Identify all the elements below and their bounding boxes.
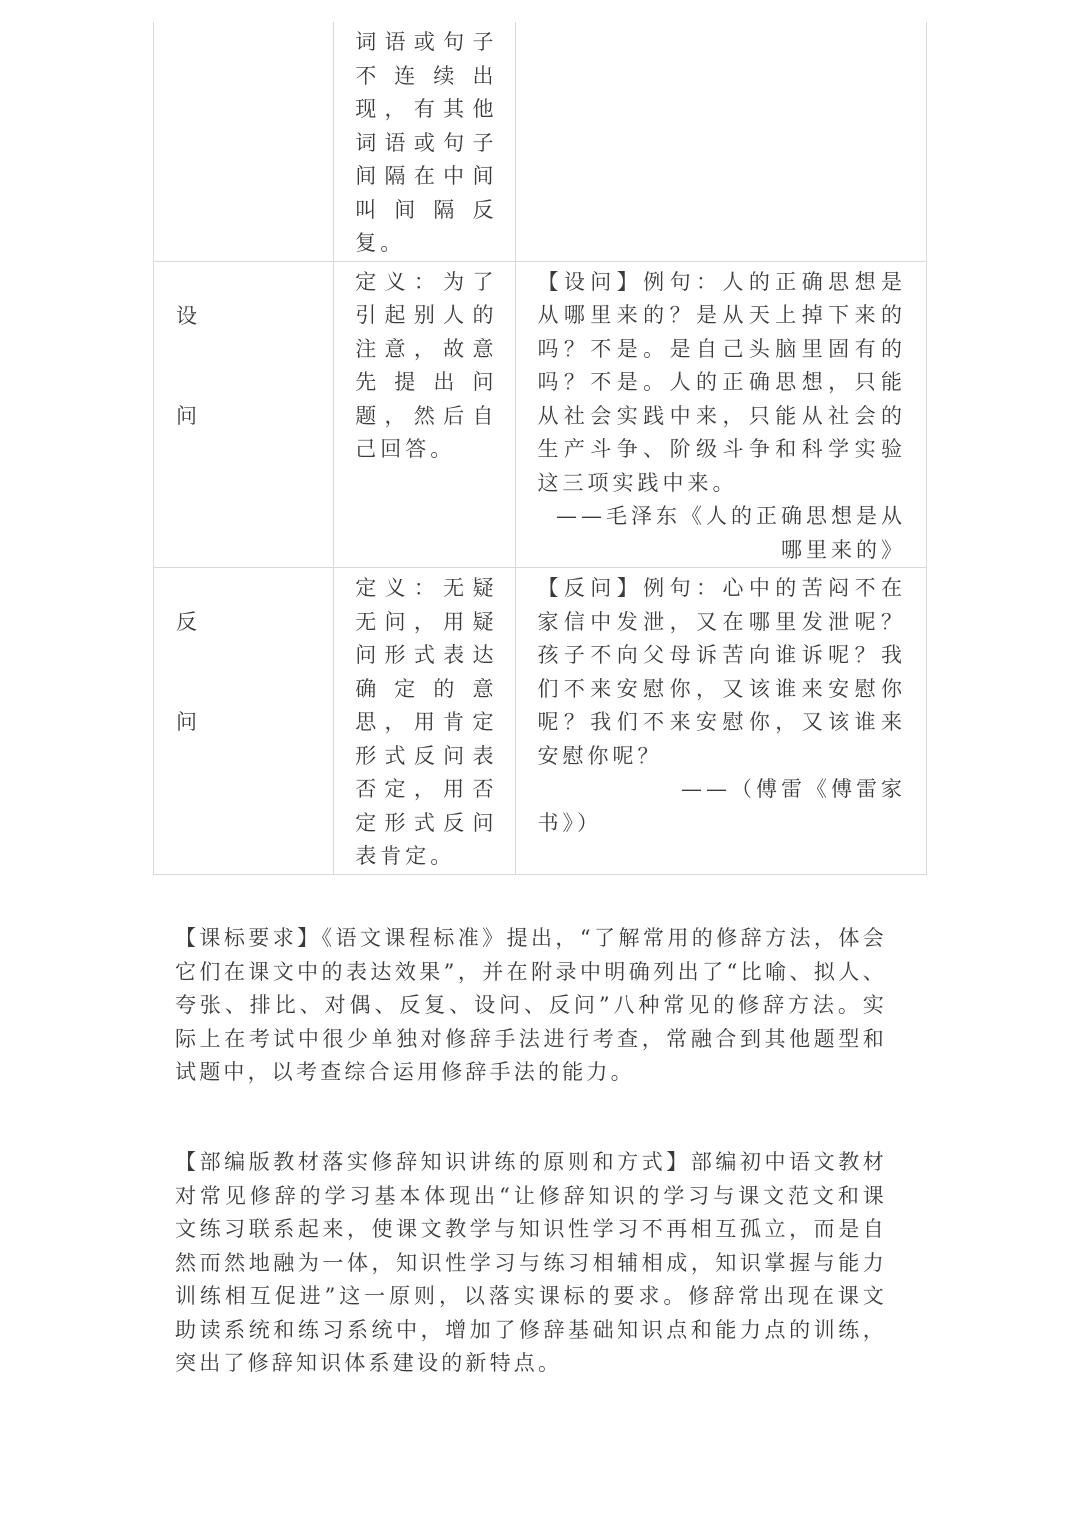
table-row-shewen	[154, 261, 927, 568]
definition-line: 现，有其他	[355, 97, 498, 121]
definition-line: 确定的意	[355, 676, 498, 701]
name-cell-empty	[154, 22, 334, 261]
definition-line: 引起别人的	[355, 303, 498, 327]
paragraph-body: 《语文课程标准》提出，“了解常用的修辞方法，体会它们在课文中的表达效果”，并在附录中明确列出了“比喻、拟人、夸张、排比、对偶、反复、设问、反问”八种常见的修辞方法。实际上在考试中很少单独对修辞手法进行考查，常融合到其他题型和试题中，以考查综合运用修辞手法的能力。	[175, 926, 887, 1084]
example-cell	[516, 261, 927, 568]
definition-cell	[334, 568, 516, 875]
term-char: 问	[176, 403, 201, 428]
definition-line: 叫间隔反	[355, 197, 498, 222]
definition-line: 否定，用否	[355, 777, 498, 801]
definition-line: 表肯定。	[355, 844, 456, 868]
definition-line: 注意，故意	[355, 336, 498, 361]
table-row-repeat	[154, 22, 927, 261]
paragraph-curriculum	[175, 922, 887, 1090]
paragraph-heading: 【课标要求】	[175, 926, 322, 950]
term-char: 反	[176, 610, 201, 634]
example-source: ——毛泽东《人的正确思想是从哪里来的》	[556, 504, 906, 562]
paragraph-heading: 【部编版教材落实修辞知识讲练的原则和方式】	[175, 1150, 691, 1174]
definition-line: 定义：无疑	[355, 576, 498, 600]
definition-line: 问形式表达	[355, 643, 498, 667]
example-cell	[516, 568, 927, 875]
paragraph-body: 部编初中语文教材对常见修辞的学习基本体现出“让修辞知识的学习与课文范文和课文练习联系起来，使课文教学与知识性学习不再相互孤立，而是自然而然地融为一体，知识性学习与练习相辅相成，知识掌握与能力训练相互促进”这一原则，以落实课标的要求。修辞常出现在课文助读系统和练习系统中，增加了修辞基础知识点和能力点的训练，突出了修辞知识体系建设的新特点。	[175, 1150, 887, 1375]
definition-line: 复。	[355, 231, 406, 255]
example-text: 【设问】例句：人的正确思想是从哪里来的？是从天上掉下来的吗？不是。是自己头脑里固有的吗？不是。人的正确思想，只能从社会实践中来，只能从社会的生产斗争、阶级斗争和科学实验这三项实践中来。	[537, 269, 906, 495]
definition-cell	[334, 261, 516, 568]
definition-line: 无问，用疑	[355, 609, 498, 634]
example-source-cont: 书》）	[537, 810, 602, 835]
definition-line: 词语或句子	[355, 130, 498, 155]
name-cell	[154, 568, 334, 875]
term-char: 设	[176, 303, 201, 328]
definition-line: 定形式反问	[355, 810, 498, 835]
definition-line: 思，用肯定	[355, 710, 498, 734]
example-text: 【反问】例句：心中的苦闷不在家信中发泄，又在哪里发泄呢？孩子不向父母诉苦向谁诉呢？我们不来安慰你，又该谁来安慰你呢？我们不来安慰你，又该谁来安慰你呢？	[537, 576, 906, 768]
name-cell	[154, 261, 334, 568]
definition-line: 己回答。	[355, 437, 456, 461]
definition-line: 定义：为了	[355, 269, 498, 294]
example-cell-empty	[516, 22, 927, 261]
term-char: 问	[176, 710, 201, 734]
table-row-fanwen	[154, 568, 927, 875]
definition-line: 不连续出	[355, 63, 498, 88]
example-source: ——（傅雷《傅雷家	[681, 777, 906, 801]
definition-line: 形式反问表	[355, 743, 498, 768]
definition-cell	[334, 22, 516, 261]
definition-line: 间隔在中间	[355, 164, 498, 188]
definition-line: 先提出问	[355, 370, 498, 394]
definition-line: 词语或句子	[355, 30, 498, 54]
rhetoric-table	[153, 22, 927, 875]
definition-line: 题，然后自	[355, 403, 498, 428]
paragraph-textbook	[175, 1146, 887, 1381]
